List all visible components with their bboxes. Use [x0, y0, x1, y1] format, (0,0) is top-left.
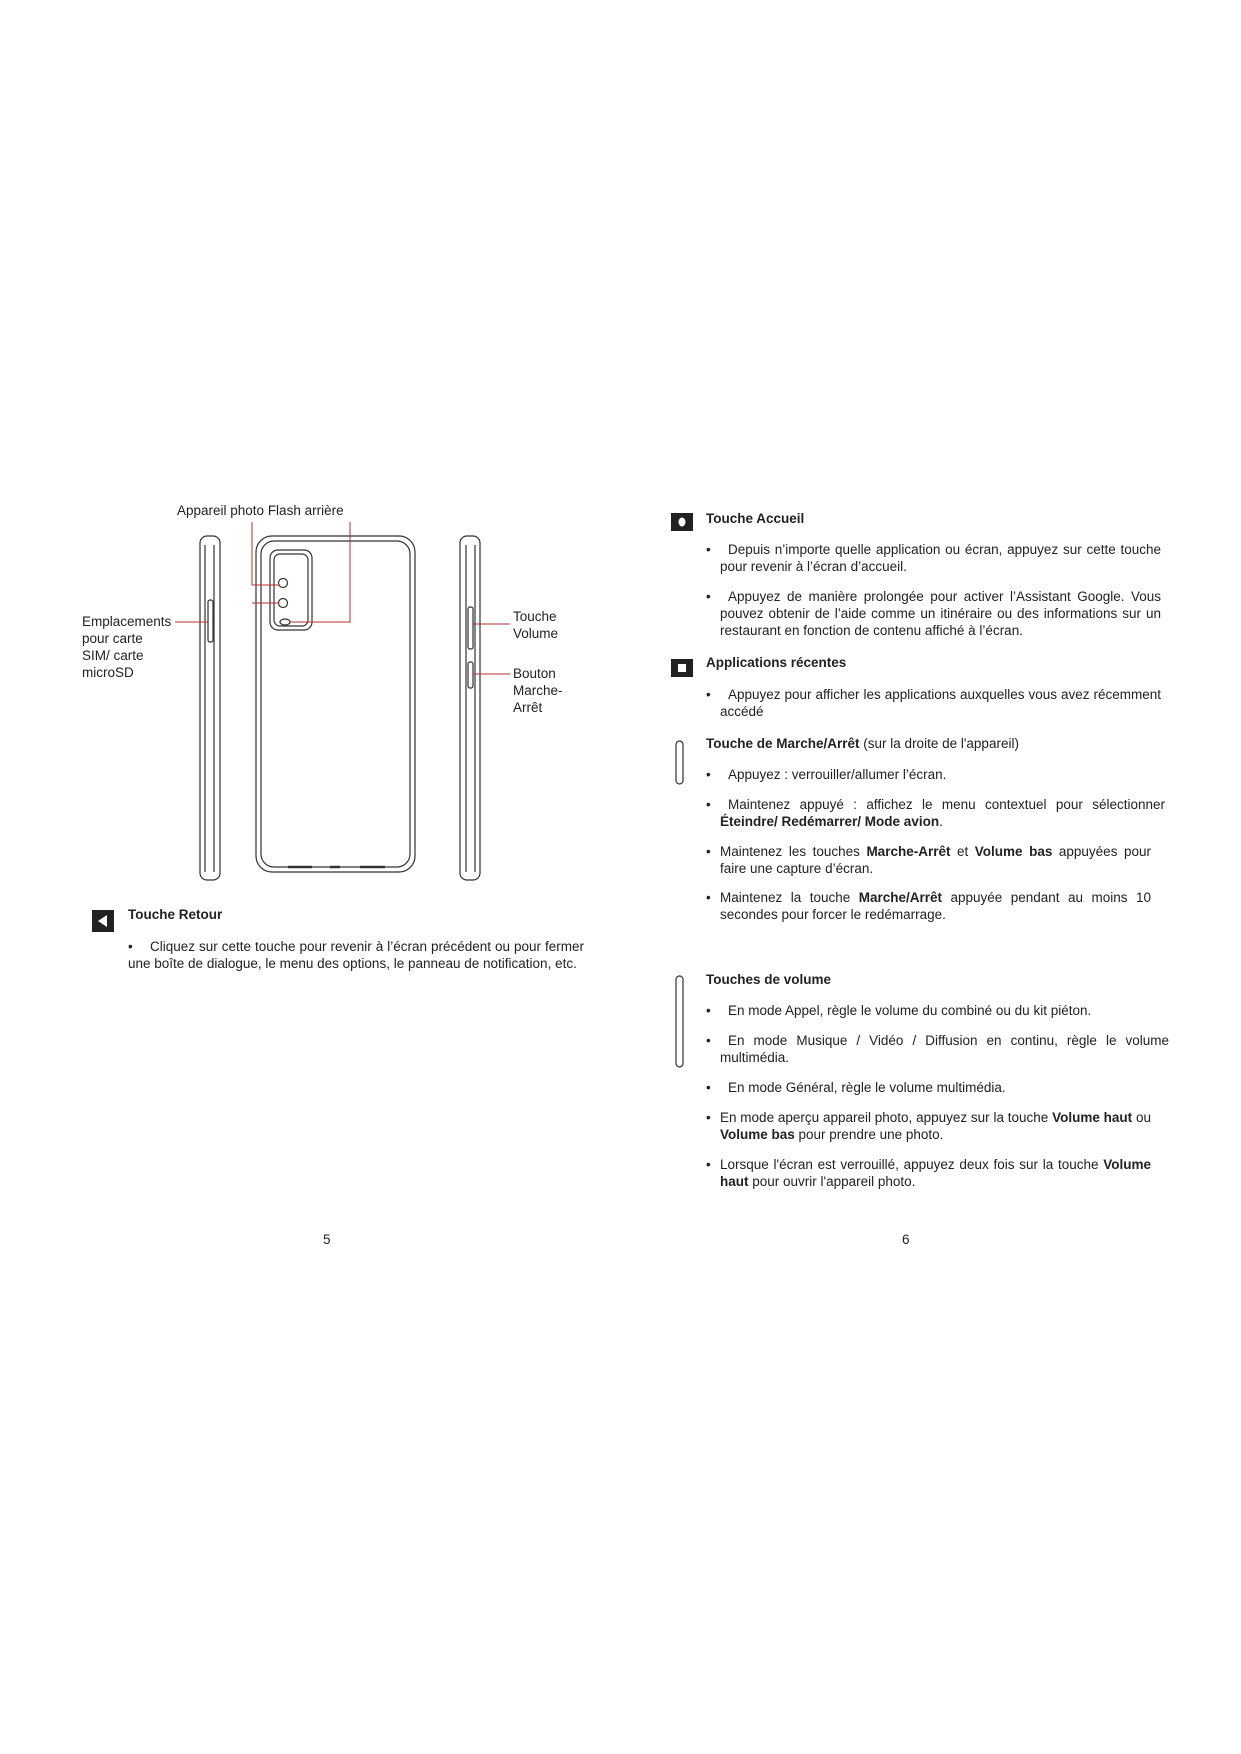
text-run: En mode aperçu appareil photo, appuyez sur la touche — [720, 1110, 1053, 1125]
power-key-text-2 — [706, 796, 1165, 830]
sim-label-line: microSD — [82, 665, 134, 680]
volume-keys-text-2: En mode Musique / Vidéo / Diffusion en continu, règle le volume multimédia. — [720, 1033, 1169, 1065]
home-key-bullet-1 — [706, 541, 1161, 575]
text-run-bold: Volume bas — [720, 1127, 795, 1142]
recent-apps-title: Applications récentes — [706, 655, 847, 670]
volume-keys-text-3: En mode Général, règle le volume multimédia. — [728, 1080, 1006, 1095]
volume-label-line: Touche — [513, 609, 557, 624]
text-run: pour ouvrir l'appareil photo. — [748, 1174, 916, 1189]
power-key-text-3 — [706, 843, 1151, 877]
home-key-text-2: Appuyez de manière prolongée pour activer l’Assistant Google. Vous pouvez obtenir de l’aide comme un itinéraire ou des informations sur un restaurant en fonction de contenu affiché à l’écran. — [720, 589, 1161, 638]
phone-left-side-view — [200, 536, 220, 880]
text-run: Maintenez appuyé : affichez le menu contextuel pour sélectionner — [728, 797, 1165, 812]
home-key-icon — [671, 513, 693, 531]
text-run: pour prendre une photo. — [794, 1127, 944, 1142]
back-key-text: Cliquez sur cette touche pour revenir à l’écran précédent ou pour fermer une boîte de dialogue, le menu des options, le panneau de notification, etc. — [128, 939, 584, 971]
volume-keys-icon — [675, 975, 685, 1069]
power-label-line: Bouton — [513, 666, 556, 681]
bullet-dot: • — [706, 1110, 711, 1125]
text-run: Maintenez la touche — [720, 890, 859, 905]
phone-back-view — [256, 536, 415, 872]
text-run: Lorsque l'écran est verrouillé, appuyez deux fois sur la touche — [720, 1157, 1104, 1172]
bullet-dot: • — [706, 542, 711, 557]
phone-diagram — [0, 0, 620, 900]
power-key-title — [706, 736, 1019, 751]
back-key-title: Touche Retour — [128, 907, 223, 922]
text-run: Maintenez les touches — [720, 844, 867, 859]
home-key-bullet-2 — [706, 588, 1161, 639]
power-key-bullet-2 — [706, 796, 1165, 830]
text-run-bold: Volume haut — [1052, 1110, 1133, 1125]
power-key-icon — [675, 740, 685, 786]
text-run-bold: Marche/Arrêt — [858, 890, 943, 905]
bullet-dot: • — [706, 589, 711, 604]
power-label-line: Marche- — [513, 683, 563, 698]
sim-label-line: SIM/ carte — [82, 648, 144, 663]
power-key-bullet-1 — [706, 766, 1161, 783]
home-key-title: Touche Accueil — [706, 511, 805, 526]
volume-keys-text-1: En mode Appel, règle le volume du combiné ou du kit piéton. — [728, 1003, 1092, 1018]
text-run-bold: Marche-Arrêt — [866, 844, 951, 859]
text-run: ou — [1132, 1110, 1151, 1125]
home-key-text-1: Depuis n’importe quelle application ou écran, appuyez sur cette touche pour revenir à l’écran d’accueil. — [720, 542, 1161, 574]
volume-keys-bullet-3 — [706, 1079, 1169, 1096]
bullet-dot: • — [706, 767, 711, 782]
volume-keys-bullet-1 — [706, 1002, 1169, 1019]
power-label-line: Arrêt — [513, 700, 543, 715]
volume-keys-text-4 — [706, 1109, 1151, 1143]
recent-apps-bullet-1 — [706, 686, 1161, 720]
text-run: appuyée pendant au moins 10 secondes pour forcer le redémarrage. — [720, 890, 1151, 922]
volume-keys-title: Touches de volume — [706, 972, 832, 987]
volume-keys-text-5 — [706, 1156, 1151, 1190]
phone-right-side-view — [460, 536, 480, 880]
power-key-bullet-3 — [706, 843, 1151, 877]
recent-apps-text-1: Appuyez pour afficher les applications auxquelles vous avez récemment accédé — [720, 687, 1161, 719]
bullet-dot: • — [706, 687, 711, 702]
page-number-left: 5 — [323, 1232, 331, 1247]
bullet-dot: • — [706, 844, 711, 859]
power-key-text-1: Appuyez : verrouiller/allumer l’écran. — [728, 767, 947, 782]
back-key-icon — [92, 910, 114, 932]
text-run-bold: Volume bas — [974, 844, 1053, 859]
sim-label-line: pour carte — [82, 631, 143, 646]
volume-keys-bullet-4 — [706, 1109, 1151, 1143]
bullet-dot: • — [706, 1003, 711, 1018]
volume-keys-bullet-2 — [706, 1032, 1169, 1066]
power-key-title-suffix: (sur la droite de l'appareil) — [859, 736, 1019, 751]
text-run: et — [950, 844, 975, 859]
power-key-bullet-4 — [706, 889, 1151, 923]
bullet-dot: • — [128, 939, 133, 954]
camera-flash-label: Appareil photo Flash arrière — [177, 503, 344, 518]
page-number-right: 6 — [902, 1232, 910, 1247]
text-run-bold: Volume haut — [720, 1157, 1151, 1189]
volume-keys-bullet-5 — [706, 1156, 1151, 1190]
text-run: appuyées pour faire une capture d’écran. — [720, 844, 1151, 876]
text-run: . — [939, 814, 943, 829]
power-key-text-4 — [706, 889, 1151, 923]
bullet-dot: • — [706, 890, 711, 905]
power-key-title-bold: Touche de Marche/Arrêt — [706, 736, 860, 751]
text-run-bold: Éteindre/ Redémarrer/ Mode avion — [720, 814, 940, 829]
volume-label-line: Volume — [513, 626, 559, 641]
bullet-dot: • — [706, 1033, 711, 1048]
back-key-bullet — [128, 938, 584, 972]
bullet-dot: • — [706, 1157, 711, 1172]
sim-label-line: Emplacements — [82, 614, 172, 629]
bullet-dot: • — [706, 797, 711, 812]
bullet-dot: • — [706, 1080, 711, 1095]
recent-apps-icon — [671, 659, 693, 677]
